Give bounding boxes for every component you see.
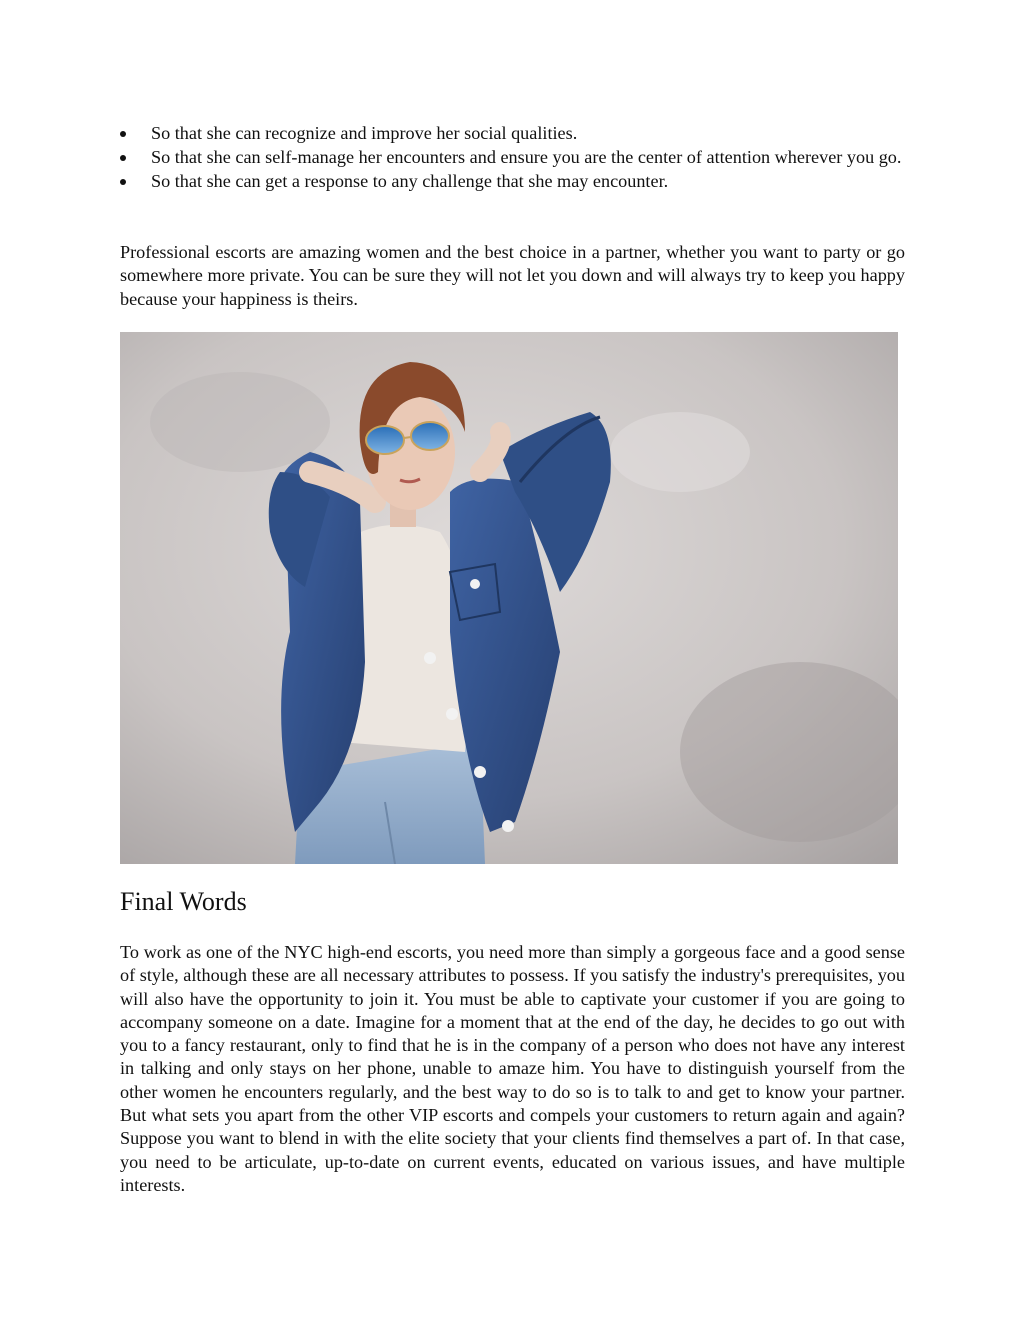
bullet-list [120,121,905,193]
list-item [120,145,905,169]
section-heading: Final Words [120,887,247,916]
body-paragraph: Professional escorts are amazing women and the best choice in a partner, whether you want to party or go somewhere more private. You can be sure they will not let you down and will always try to keep you happy because your happiness is theirs. [120,242,905,309]
list-item [120,121,905,145]
list-item [120,169,905,193]
bullet-text: So that she can get a response to any challenge that she may encounter. [151,171,669,191]
body-paragraph: To work as one of the NYC high-end escorts, you need more than simply a gorgeous face and a good sense of style, although these are all necessary attributes to possess. If you satisfy the industry's prerequisites, you will also have the opportunity to join it. You must be able to captivate your customer if you are going to accompany someone on a date. Imagine for a moment that at the end of the day, he decides to go out with you to a fancy restaurant, only to find that he is in the company of a person who does not have any interest in talking and only stays on her phone, unable to amaze him. You have to distinguish yourself from the other women he encounters regularly, and the best way to do so is to talk to and get to know your partner. But what sets you apart from the other VIP escorts and compels your customers to return again and again? Suppose you want to blend in with the elite society that your clients find themselves a part of. In that case, you need to be articulate, up-to-date on current events, educated on various issues, and have multiple interests. [120,942,905,1195]
bullet-icon [120,179,126,185]
bullet-text: So that she can self-manage her encounters and ensure you are the center of attention wherever you go. [151,147,902,167]
bullet-icon [120,155,126,161]
woman-in-denim-jacket-photo [120,332,898,864]
bullet-text: So that she can recognize and improve her social qualities. [151,123,578,143]
bullet-icon [120,131,126,137]
